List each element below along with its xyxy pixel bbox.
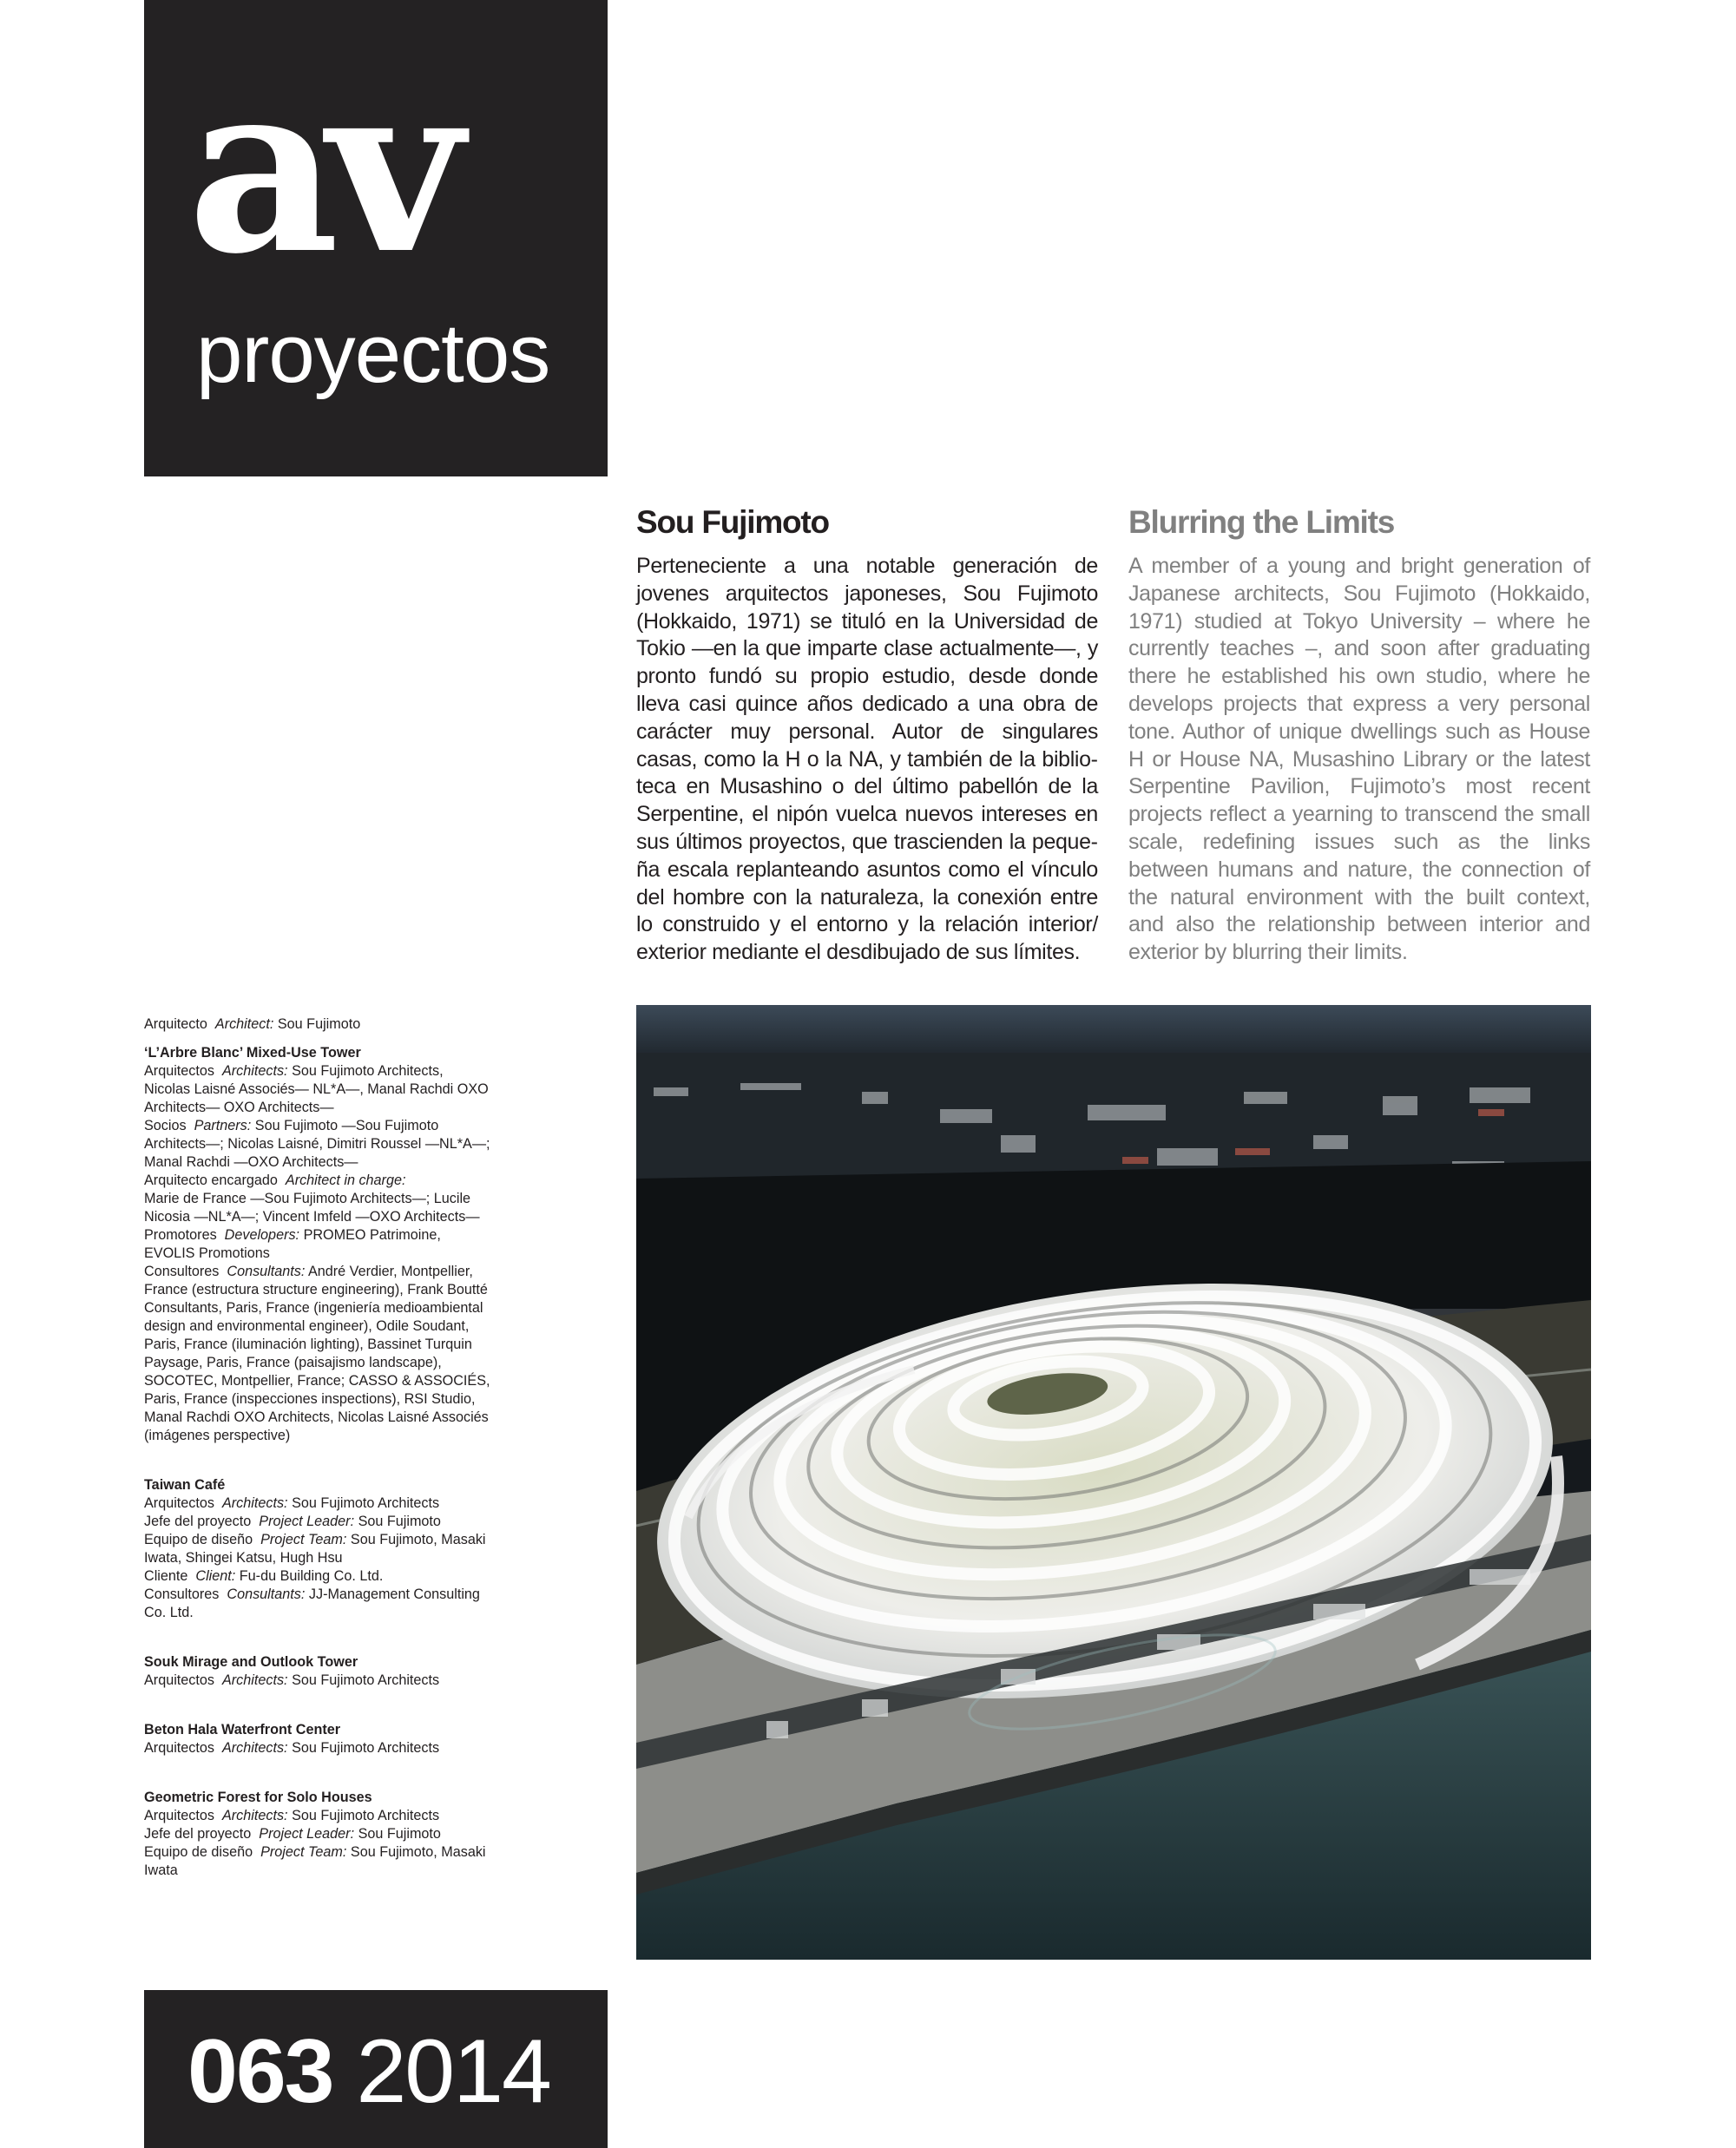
credit-line: Socios Partners: Sou Fujimoto —Sou Fujimoto Architects—; Nicolas Laisné, Dimitri Roussel —NL*A—; Manal Rachdi —OXO Architects— (144, 1118, 490, 1170)
credit-line: Cliente Client: Fu-du Building Co. Ltd. (144, 1568, 384, 1584)
credit-project (144, 1721, 491, 1757)
credit-project-title: ‘L’Arbre Blanc’ Mixed-Use Tower (144, 1045, 361, 1061)
credit-line: Jefe del proyecto Project Leader: Sou Fujimoto (144, 1514, 441, 1529)
credit-line: Arquitectos Architects: Sou Fujimoto Architects (144, 1495, 440, 1511)
credit-line: Arquitectos Architects: Sou Fujimoto Architects (144, 1808, 440, 1823)
credit-project (144, 1653, 491, 1690)
credit-line: Arquitectos Architects: Sou Fujimoto Architects, Nicolas Laisné Associés— NL*A—, Manal Rachdi OXO Architects— OXO Architects— (144, 1063, 489, 1115)
logo-subtitle: proyectos (196, 307, 550, 400)
credit-line: Equipo de diseño Project Team: Sou Fujimoto, Masaki Iwata (144, 1844, 486, 1878)
article-title-es: Sou Fujimoto (636, 504, 829, 540)
credit-project (144, 1476, 491, 1622)
issue-number-box (144, 1990, 608, 2148)
article-title-en: Blurring the Limits (1128, 504, 1395, 540)
credit-line: Consultores Consultants: JJ-Management Consulting Co. Ltd. (144, 1586, 480, 1620)
credit-project-title: Souk Mirage and Outlook Tower (144, 1654, 358, 1670)
article-column-english (1128, 503, 1590, 967)
issue-label (187, 2021, 550, 2122)
credit-project (144, 1789, 491, 1880)
article-column-spanish (636, 503, 1098, 967)
magazine-logo (144, 0, 608, 476)
logo-mark: av (187, 30, 451, 305)
credit-project-title: Beton Hala Waterfront Center (144, 1722, 341, 1737)
issue-year: 2014 (356, 2021, 550, 2122)
credit-line: Jefe del proyecto Project Leader: Sou Fujimoto (144, 1826, 441, 1842)
credit-project-title: Geometric Forest for Solo Houses (144, 1790, 372, 1805)
project-rendering-image (636, 1005, 1591, 1960)
article-body-en: A member of a young and bright generation of Japanese architects, Sou Fujimoto (Hokkaido, 1971) studied at Tokyo University – where he currently teaches –, and soon after graduating there he established his own studio, where he develops projects that express a very personal tone. Author of unique dwellings such as House H or House NA, Musashino Library or the latest Serpentine Pavilion, Fujimoto’s most recent projects reflect a yearning to transcend the small scale, redefining issues such as the links between humans and nature, the connection of the natural environment with the built context, and also the relationship between interior and exterior by blurring their limits. (1128, 554, 1590, 965)
credit-line: Equipo de diseño Project Team: Sou Fujimoto, Masaki Iwata, Shingei Katsu, Hugh Hsu (144, 1532, 486, 1566)
waterfront-spiral-render (636, 1005, 1591, 1960)
credit-line: Promotores Developers: PROMEO Patrimoine, EVOLIS Promotions (144, 1227, 441, 1261)
credit-line: Arquitectos Architects: Sou Fujimoto Architects (144, 1672, 440, 1688)
article-body-es: Perteneciente a una notable generación de jovenes arquitectos japoneses, Sou Fujimoto (Hokkaido, 1971) se tituló en la Universidad de Tokio —en la que imparte clase actualmente—, y pronto fundó su propio estudio, desde donde lleva casi quince años dedicado a una obra de carácter muy personal. Autor de singulares casas, como la H o la NA, y también de la biblioteca en Musashino o del último pabellón de la Serpentine, el nipón vuelca nuevos intereses en sus últimos proyectos, que trascienden la pequeña escala replanteando asuntos como el vínculo del hombre con la naturaleza, la conexión entre lo construido y el entorno y la relación interior/ exterior mediante el desdibujado de sus límites. (636, 554, 1098, 965)
project-credits (144, 1015, 491, 1890)
credit-line: Arquitecto encargado Architect in charge: Marie de France —Sou Fujimoto Architects—; Lucile Nicosia —NL*A—; Vincent Imfeld —OXO Architects— (144, 1173, 480, 1225)
issue-number: 063 (187, 2021, 333, 2122)
credit-line: Arquitectos Architects: Sou Fujimoto Architects (144, 1740, 440, 1756)
credit-line: Consultores Consultants: André Verdier, Montpellier, France (estructura structure engineering), Frank Boutté Consultants, Paris, France (ingeniería medioambiental design and environmental engineer), Odile Soudant, Paris, France (iluminación lighting), Bassinet Turquin Paysage, Paris, France (paisajismo landscape), SOCOTEC, Montpellier, France; CASSO & ASSOCIÉS, Paris, France (inspecciones inspections), RSI Studio, Manal Rachdi OXO Architects, Nicolas Laisné Associés (imágenes perspective) (144, 1264, 490, 1443)
credit-project-title: Taiwan Café (144, 1477, 226, 1493)
credit-architect: Arquitecto Architect: Sou Fujimoto (144, 1016, 361, 1032)
credit-project (144, 1044, 491, 1445)
